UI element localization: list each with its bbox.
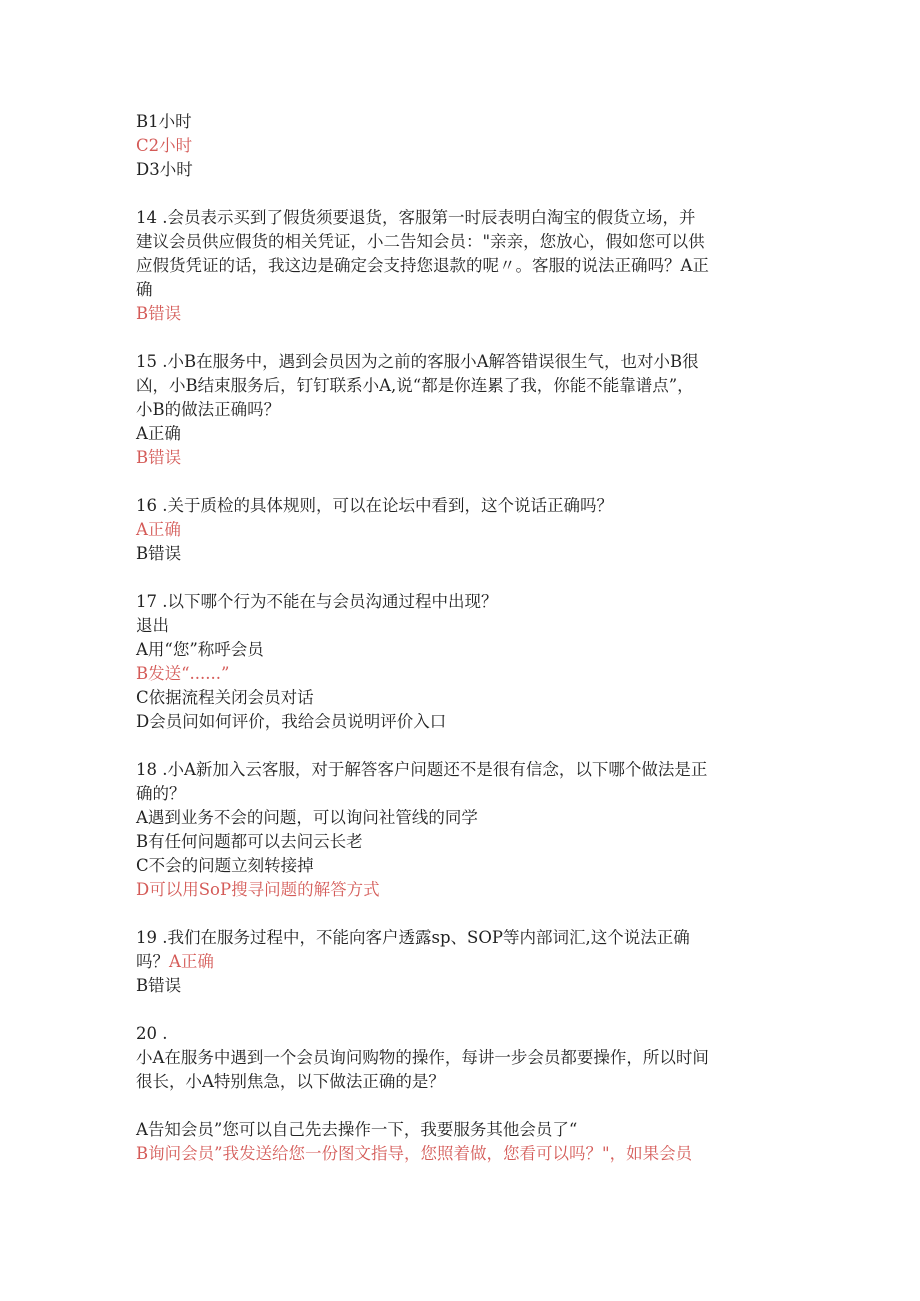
q17-option-c: C依据流程关闭会员对话 xyxy=(136,688,314,707)
q18-option-c: C不会的问题立刻转接掉 xyxy=(136,856,314,875)
q18-option-b: B有任何问题都可以去问云长老 xyxy=(136,832,363,851)
q15-option-b-answer: B错误 xyxy=(136,448,182,467)
q14-text-line1: 14 .会员表示买到了假货须要退货，客服第一时辰表明白淘宝的假货立场，并 xyxy=(136,208,696,227)
q17-option-b-answer: B发送“......” xyxy=(136,664,230,683)
q14-text-line4: 确 xyxy=(136,280,153,299)
q16-option-b: B错误 xyxy=(136,544,182,563)
q20-text-line2: 很长，小A特别焦急，以下做法正确的是？ xyxy=(136,1072,445,1091)
q14-option-b-answer: B错误 xyxy=(136,304,182,323)
q18-text-line2: 确的？ xyxy=(136,784,186,803)
q14-text-line2: 建议会员供应假货的相关凭证，小二告知会员："亲亲，您放心，假如您可以供 xyxy=(136,232,705,251)
q15-text-line2: 凶，小B结束服务后，钉钉联系小A,说“都是你连累了我，你能不能靠谱点”， xyxy=(136,376,694,395)
q17-text-line1: 17 .以下哪个行为不能在与会员沟通过程中出现？ xyxy=(136,592,498,611)
q17-option-d: D会员问如何评价，我给会员说明评价入口 xyxy=(136,712,447,731)
q13-option-b: B1小时 xyxy=(136,112,192,131)
document-page xyxy=(136,110,786,1166)
q15-option-a: A正确 xyxy=(136,424,181,443)
q16-text-line1: 16 .关于质检的具体规则，可以在论坛中看到，这个说话正确吗？ xyxy=(136,496,613,515)
q14-text-line3: 应假货凭证的话，我这边是确定会支持您退款的呢〃。客服的说法正确吗？A正 xyxy=(136,256,709,275)
q15-text-line1: 15 .小B在服务中，遇到会员因为之前的客服小A解答错误很生气，也对小B很 xyxy=(136,352,699,371)
q17-option-a: A用“您”称呼会员 xyxy=(136,640,264,659)
q18-option-d-answer: D可以用SoP搜寻问题的解答方式 xyxy=(136,880,380,899)
q20-option-a: A告知会员”您可以自己先去操作一下，我要服务其他会员了“ xyxy=(136,1120,578,1139)
q20-text-line1: 小A在服务中遇到一个会员询问购物的操作，每讲一步会员都要操作，所以时间 xyxy=(136,1048,709,1067)
q13-option-c-answer: C2小时 xyxy=(136,136,193,155)
q19-text-line2-prefix: 吗？ xyxy=(136,952,169,971)
q19-option-a-answer: A正确 xyxy=(169,952,214,971)
q18-text-line1: 18 .小A新加入云客服，对于解答客户问题还不是很有信念，以下哪个做法是正 xyxy=(136,760,708,779)
q17-text-line2: 退出 xyxy=(136,616,169,635)
q20-option-b-answer: B询问会员”我发送给您一份图文指导，您照着做，您看可以吗？"，如果会员 xyxy=(136,1144,693,1163)
q13-option-d: D3小时 xyxy=(136,160,193,179)
q18-option-a: A遇到业务不会的问题，可以询问社管线的同学 xyxy=(136,808,478,827)
q20-number: 20 . xyxy=(136,1024,168,1043)
q19-text-line1: 19 .我们在服务过程中，不能向客户透露sp、SOP等内部词汇,这个说法正确 xyxy=(136,928,690,947)
q15-text-line3: 小B的做法正确吗？ xyxy=(136,400,281,419)
q19-option-b: B错误 xyxy=(136,976,182,995)
q19-text-line2 xyxy=(136,950,786,974)
q16-option-a-answer: A正确 xyxy=(136,520,181,539)
